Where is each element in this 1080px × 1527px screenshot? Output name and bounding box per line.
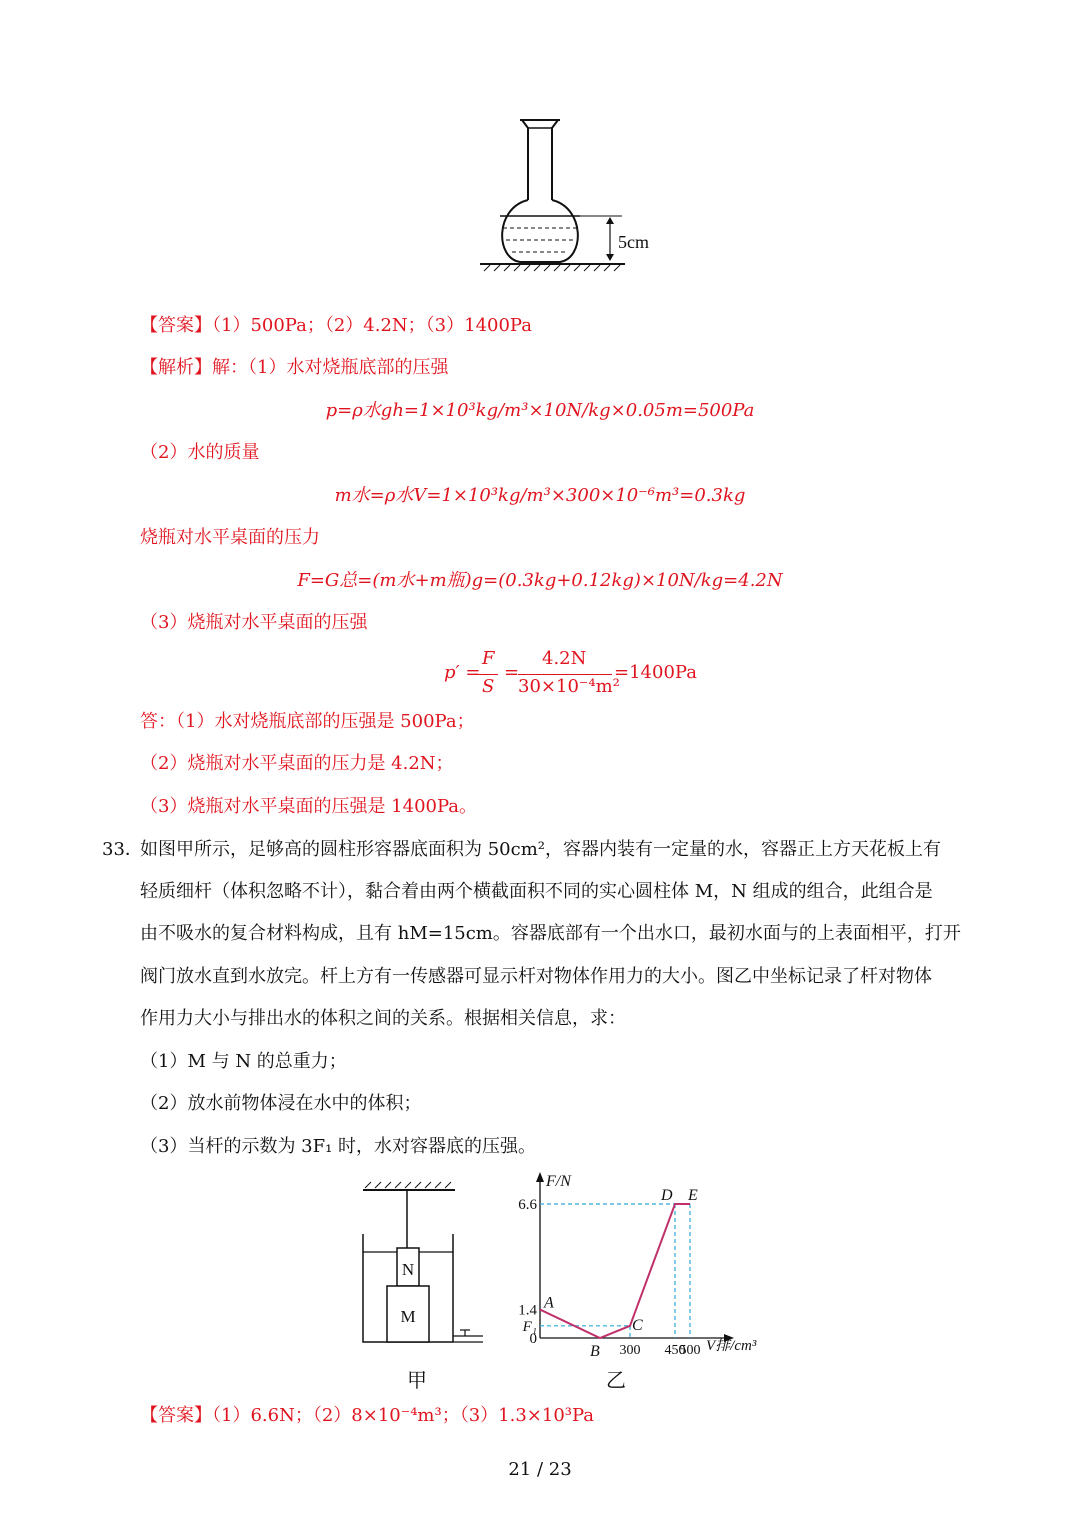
final-answer-3: （3）烧瓶对水平桌面的压强是 1400Pa。 <box>140 796 478 817</box>
y-axis-arrow-icon <box>536 1172 544 1182</box>
sub-question-3: （3）当杆的示数为 3F₁ 时，水对容器底的压强。 <box>140 1136 537 1157</box>
x-tick-label: 450 <box>664 1343 686 1358</box>
figure-jia <box>355 1178 495 1350</box>
answer-text: （1）6.6N；（2）8×10⁻⁴m³；（3）1.3×10³Pa <box>212 1405 595 1426</box>
flask-figure <box>470 110 670 275</box>
final-answer-1: 答：（1）水对烧瓶底部的压强是 500Pa； <box>140 711 475 732</box>
equation-1: p=ρ水gh=1×10³kg/m³×10N/kg×0.05m=500Pa <box>325 400 755 421</box>
question-33-line-2: 轻质细杆（体积忽略不计），黏合着由两个横截面积不同的实心圆柱体 M，N 组成的组合，此组合是 <box>140 881 933 902</box>
y-tick-label: 6.6 <box>518 1197 537 1213</box>
point-label-B: B <box>590 1343 600 1360</box>
y-tick-label: 1.4 <box>518 1302 537 1319</box>
eq4-frac2-den: 30×10⁻⁴m² <box>518 676 620 697</box>
question-33-line-1: 如图甲所示，足够高的圆柱形容器底面积为 50cm²，容器内装有一定量的水，容器正上方天花板上有 <box>140 839 941 860</box>
step-2b: 烧瓶对水平桌面的压力 <box>140 527 320 548</box>
point-label-D: D <box>661 1187 673 1204</box>
step-3: （3）烧瓶对水平桌面的压强 <box>140 612 368 633</box>
question-33-line-4: 阀门放水直到水放完。杆上方有一传感器可显示杆对物体作用力的大小。图乙中坐标记录了杆对物体 <box>140 966 932 987</box>
eq4-eq-sign: = <box>504 662 520 683</box>
step-2: （2）水的质量 <box>140 442 260 463</box>
y-axis-label: F/N <box>546 1173 571 1190</box>
answer-text: （1）500Pa；（2）4.2N；（3）1400Pa <box>212 315 532 336</box>
series-line <box>540 1204 690 1338</box>
sub-question-2: （2）放水前物体浸在水中的体积； <box>140 1093 422 1114</box>
analysis-32-intro <box>140 356 448 380</box>
equation-3: F=G总=(m水+m瓶)g=(0.3kg+0.12kg)×10N/kg=4.2N <box>297 570 783 591</box>
page-number: 21 / 23 <box>508 1459 572 1480</box>
x-axis-label: V排/cm³ <box>706 1338 757 1354</box>
eq4-frac1-den: S <box>482 676 495 697</box>
figure-jia-label: 甲 <box>407 1368 427 1392</box>
block-m-label: M <box>400 1307 416 1326</box>
equation-2: m水=ρ水V=1×10³kg/m³×300×10⁻⁶m³=0.3kg <box>334 485 746 506</box>
y-tick-label: 0 <box>529 1331 537 1347</box>
analysis-intro: 解：（1）水对烧瓶底部的压强 <box>212 357 449 378</box>
point-label-C: C <box>632 1316 643 1334</box>
x-tick-label: 500 <box>679 1343 701 1358</box>
answer-33 <box>140 1404 594 1428</box>
analysis-tag: 【解析】 <box>140 357 212 378</box>
answer-tag: 【答案】 <box>140 1405 212 1426</box>
answer-tag: 【答案】 <box>140 315 212 336</box>
answer-32 <box>140 314 532 338</box>
eq4-frac1-num: F <box>482 648 495 669</box>
block-n-label: N <box>401 1260 415 1279</box>
question-33-number: 33． <box>102 839 143 860</box>
eq4-frac2-num: 4.2N <box>542 648 587 669</box>
dimension-label: 5cm <box>618 232 649 252</box>
point-label-A: A <box>544 1294 554 1312</box>
y-tick-label: F₁ <box>522 1318 537 1335</box>
eq4-frac2-bar <box>518 674 612 675</box>
final-answer-2: （2）烧瓶对水平桌面的压力是 4.2N； <box>140 753 454 774</box>
x-tick-label: 300 <box>619 1343 641 1358</box>
question-33-line-5: 作用力大小与排出水的体积之间的关系。根据相关信息，求： <box>140 1008 626 1029</box>
figure-yi-chart <box>510 1166 780 1362</box>
point-label-E: E <box>688 1187 698 1204</box>
sub-question-1: （1）M 与 N 的总重力； <box>140 1051 347 1072</box>
eq4-lhs: p′ = <box>444 662 481 683</box>
eq4-result: =1400Pa <box>614 662 697 683</box>
figure-yi-label: 乙 <box>606 1368 626 1392</box>
question-33-line-3: 由不吸水的复合材料构成，且有 hM=15cm。容器底部有一个出水口，最初水面与的上表面相平，打开 <box>140 923 961 944</box>
eq4-frac1-bar <box>478 674 498 675</box>
